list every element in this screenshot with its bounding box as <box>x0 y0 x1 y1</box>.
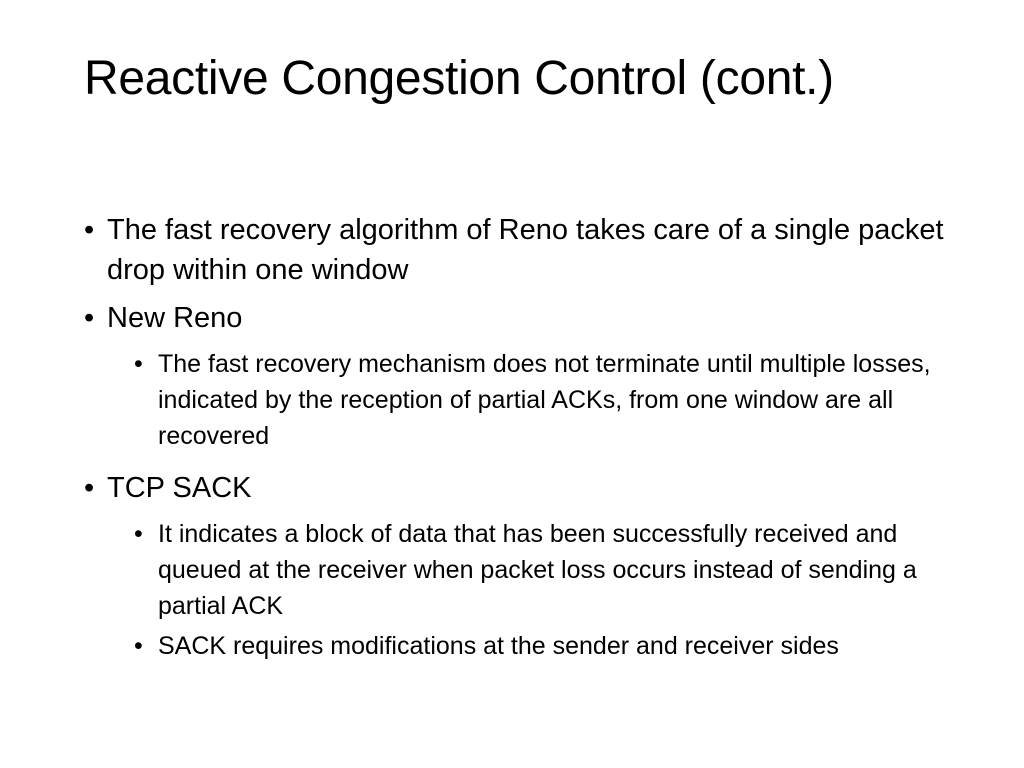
bullet-text: The fast recovery algorithm of Reno takes care of a single packet drop within one window <box>107 214 944 286</box>
sub-bullet-item <box>134 346 944 454</box>
sub-bullet-marker: • <box>134 350 143 378</box>
bullet-text: New Reno <box>107 302 243 334</box>
sub-bullet-text: The fast recovery mechanism does not terminate until multiple losses, indicated by the reception of partial ACKs, from one window are all recovered <box>158 350 931 450</box>
bullet-text: TCP SACK <box>107 472 252 504</box>
sub-bullet-item <box>134 516 944 624</box>
sub-bullet-text: It indicates a block of data that has been successfully received and queued at the receiver when packet loss occurs instead of sending a partial ACK <box>158 520 917 620</box>
sub-bullet-marker: • <box>134 520 143 548</box>
sub-bullet-list <box>84 516 944 664</box>
sub-bullet-list <box>84 346 944 454</box>
sub-bullet-marker: • <box>134 632 143 660</box>
sub-bullet-item <box>134 628 944 664</box>
bullet-item <box>84 298 944 338</box>
bullet-item <box>84 468 944 508</box>
bullet-marker: • <box>84 472 95 504</box>
slide-content <box>84 210 944 678</box>
bullet-marker: • <box>84 214 95 246</box>
bullet-item <box>84 210 944 290</box>
bullet-marker: • <box>84 302 95 334</box>
slide-title: Reactive Congestion Control (cont.) <box>84 52 834 105</box>
sub-bullet-text: SACK requires modifications at the sender and receiver sides <box>158 632 839 660</box>
